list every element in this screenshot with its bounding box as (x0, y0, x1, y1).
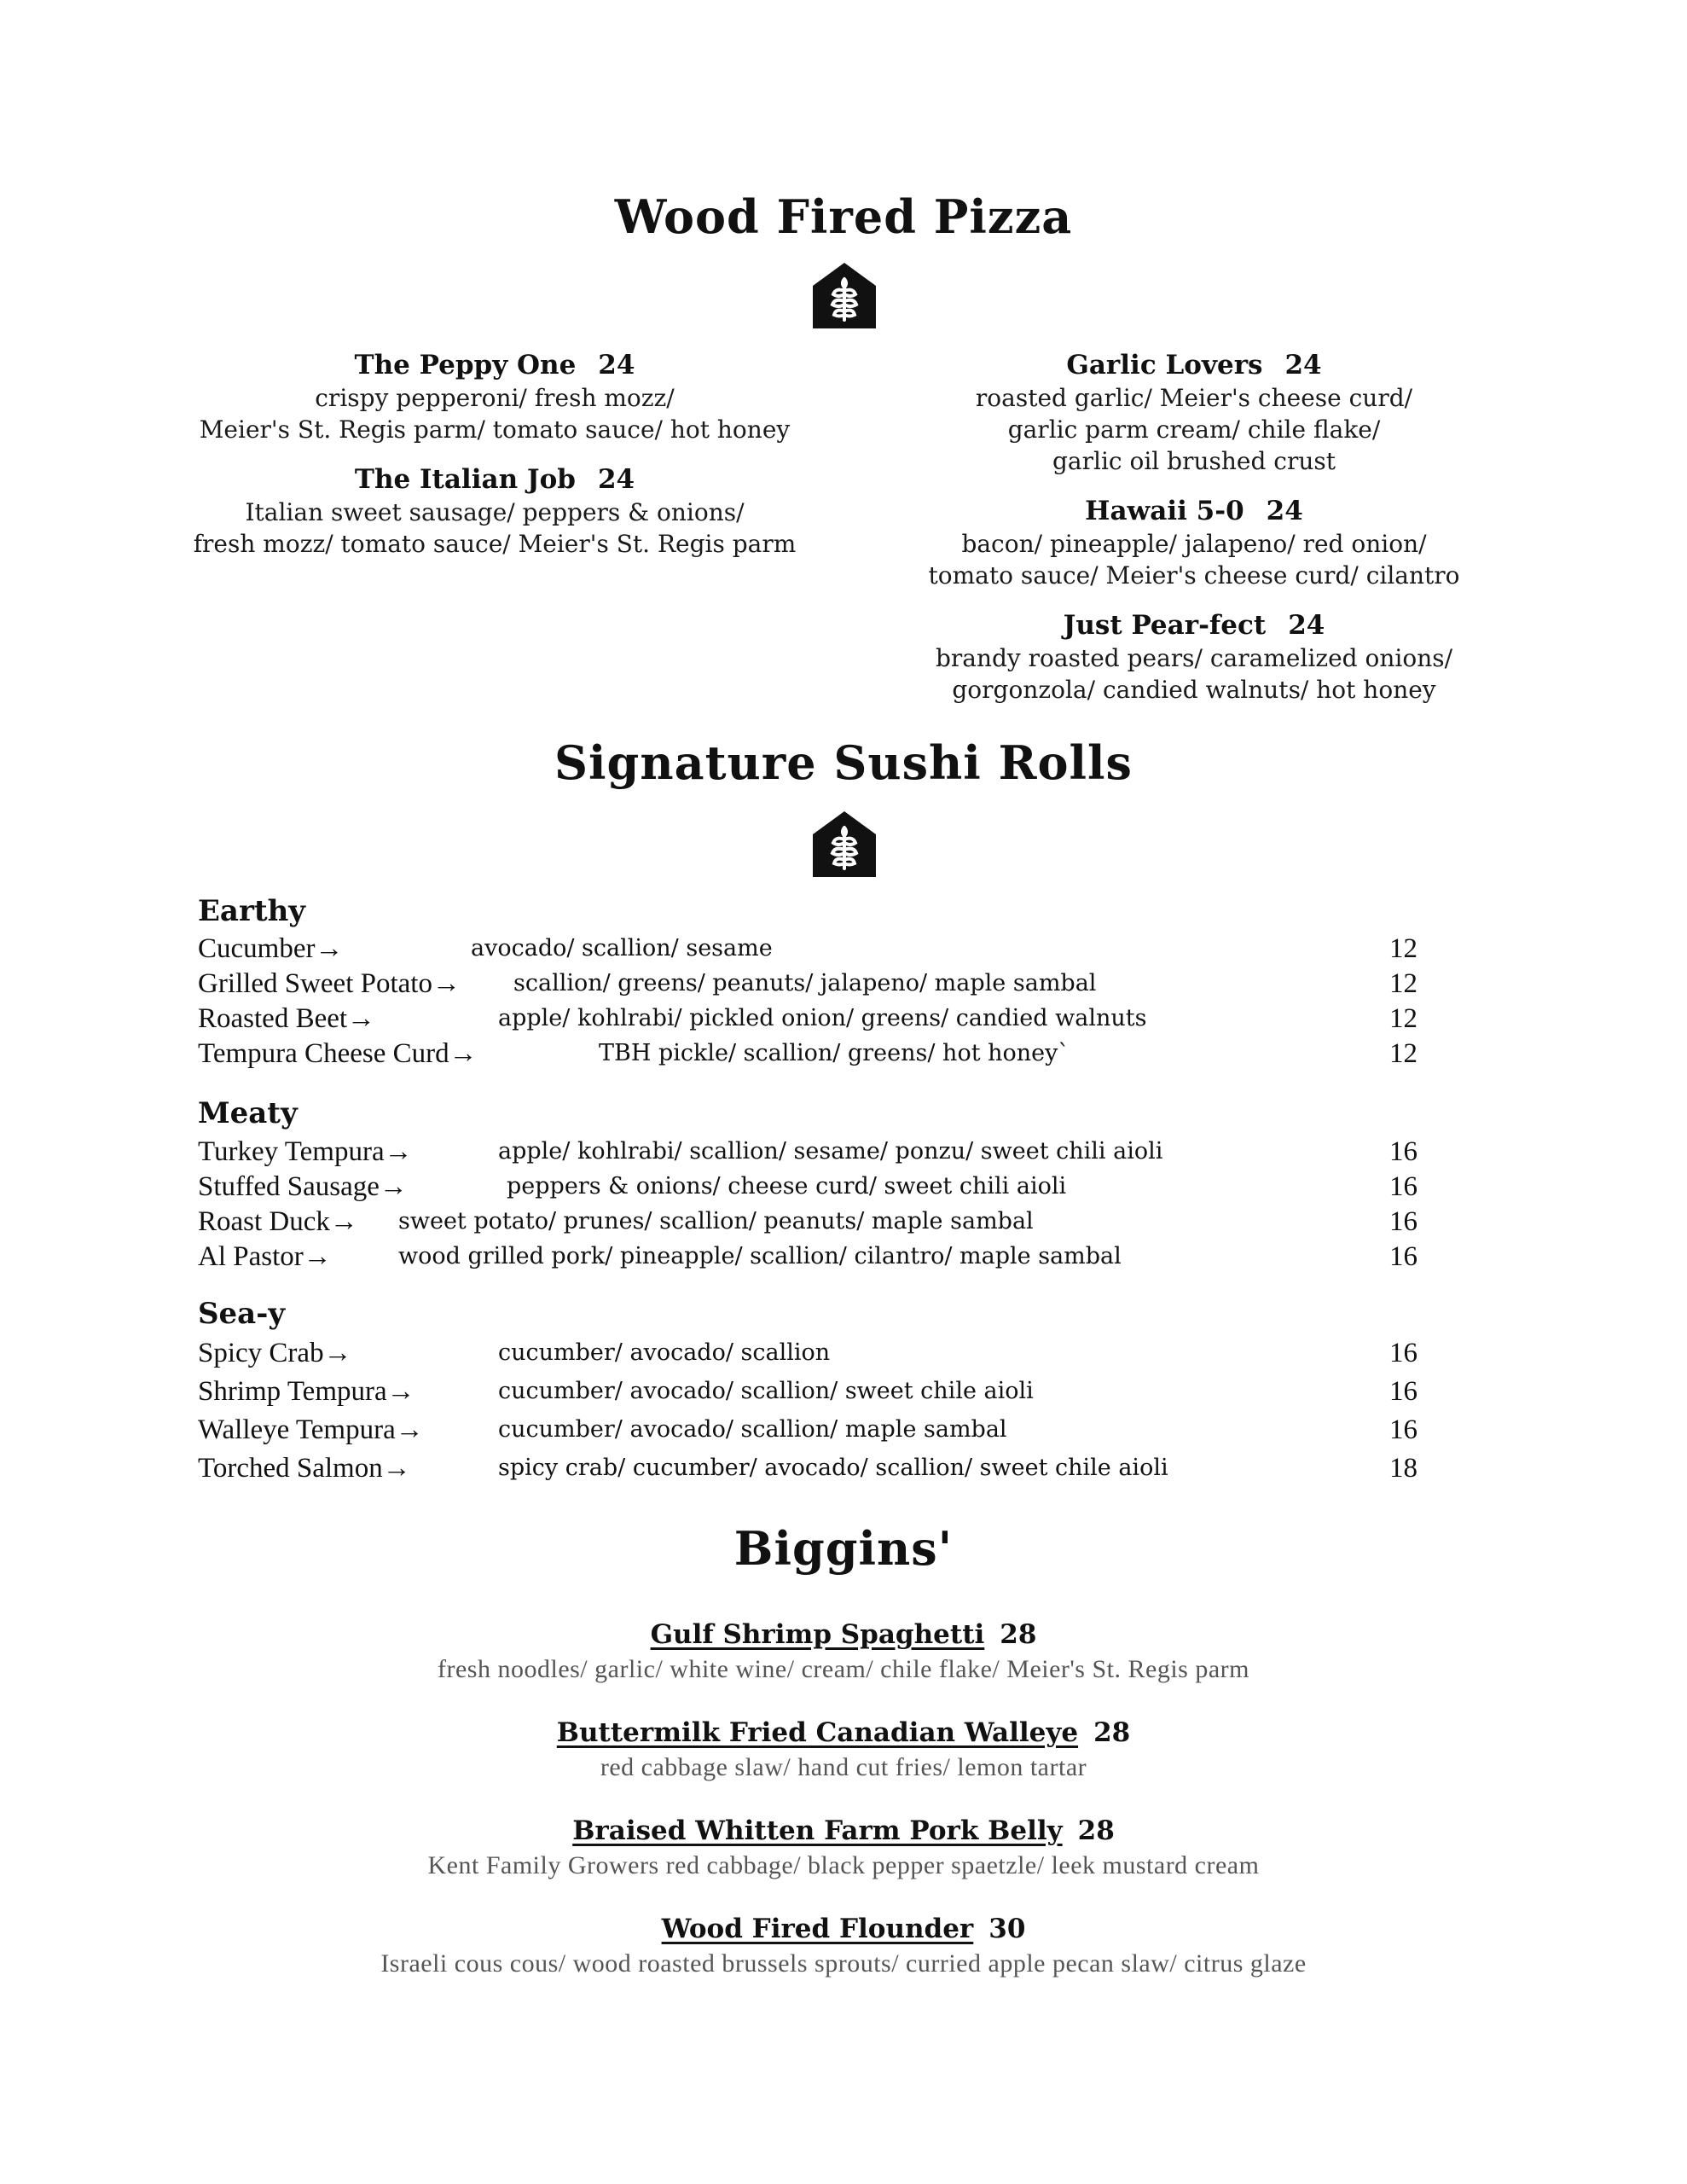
sushi-price: 16 (1389, 1241, 1417, 1272)
sushi-row (198, 1136, 1417, 1172)
biggins-dish: Braised Whitten Farm Pork Belly (572, 1815, 1063, 1846)
sushi-desc: cucumber/ avocado/ scallion (498, 1339, 831, 1366)
sushi-row (198, 933, 1417, 969)
house-wheat-icon (810, 260, 878, 330)
sushi-row (198, 1414, 1417, 1450)
pizza-price: 24 (598, 350, 635, 380)
sushi-price: 18 (1389, 1453, 1417, 1484)
pizza-price: 24 (1284, 350, 1322, 380)
sushi-name: Walleye Tempura→ (198, 1414, 424, 1445)
sushi-desc: apple/ kohlrabi/ pickled onion/ greens/ candied walnuts (498, 1005, 1147, 1031)
pizza-item (861, 608, 1527, 706)
biggins-item-name (0, 1619, 1687, 1650)
sushi-desc: peppers & onions/ cheese curd/ sweet chili aioli (507, 1173, 1067, 1199)
sushi-desc: apple/ kohlrabi/ scallion/ sesame/ ponzu/ sweet chili aioli (498, 1138, 1163, 1165)
sushi-name: Turkey Tempura→ (198, 1136, 413, 1167)
sushi-row (198, 1003, 1417, 1039)
sushi-price: 12 (1389, 933, 1417, 964)
sushi-desc: cucumber/ avocado/ scallion/ maple sambal (498, 1416, 1007, 1443)
pizza-left-column (162, 348, 827, 577)
biggins-price: 28 (1077, 1815, 1115, 1846)
sushi-title: Signature Sushi Rolls (554, 735, 1133, 790)
pizza-price: 24 (597, 464, 635, 495)
pizza-desc: roasted garlic/ Meier's cheese curd/ (975, 384, 1413, 412)
pizza-desc: fresh mozz/ tomato sauce/ Meier's St. Regis parm (193, 530, 797, 558)
sushi-row (198, 1453, 1417, 1489)
sushi-price: 16 (1389, 1206, 1417, 1237)
sushi-category-earthy: Earthy (198, 894, 306, 928)
sushi-price: 16 (1389, 1136, 1417, 1167)
sushi-price: 16 (1389, 1376, 1417, 1407)
pizza-desc: brandy roasted pears/ caramelized onions/ (935, 644, 1453, 672)
pizza-desc: tomato sauce/ Meier's cheese curd/ cilantro (928, 561, 1460, 590)
sushi-category-meaty: Meaty (198, 1096, 298, 1130)
biggins-dish: Wood Fired Flounder (661, 1914, 974, 1944)
pizza-desc: Meier's St. Regis parm/ tomato sauce/ hot honey (199, 415, 791, 444)
pizza-item (162, 462, 827, 560)
sushi-price: 16 (1389, 1338, 1417, 1368)
biggins-desc: Israeli cous cous/ wood roasted brussels sprouts/ curried apple pecan slaw/ citrus glaze (380, 1949, 1307, 1978)
biggins-title: Biggins' (733, 1521, 954, 1576)
sushi-desc: scallion/ greens/ peanuts/ jalapeno/ maple sambal (513, 970, 1097, 996)
pizza-price: 24 (1288, 610, 1325, 641)
sushi-price: 16 (1389, 1171, 1417, 1202)
biggins-desc: fresh noodles/ garlic/ white wine/ cream/ chile flake/ Meier's St. Regis parm (438, 1655, 1249, 1683)
sushi-name: Al Pastor→ (198, 1241, 332, 1272)
sushi-row (198, 1171, 1417, 1207)
pizza-item (861, 348, 1527, 477)
sushi-row (198, 1038, 1417, 1074)
sushi-name: Stuffed Sausage→ (198, 1171, 408, 1202)
pizza-price: 24 (1266, 496, 1303, 526)
sushi-desc: avocado/ scallion/ sesame (471, 935, 773, 961)
house-wheat-icon (810, 809, 878, 879)
sushi-name: Roasted Beet→ (198, 1003, 376, 1034)
sushi-row (198, 1241, 1417, 1277)
pizza-item (861, 494, 1527, 591)
biggins-price: 28 (1000, 1619, 1037, 1650)
pizza-item (162, 348, 827, 445)
sushi-name: Spicy Crab→ (198, 1338, 352, 1368)
sushi-price: 12 (1389, 1003, 1417, 1034)
pizza-desc: crispy pepperoni/ fresh mozz/ (315, 384, 675, 412)
sushi-row (198, 1206, 1417, 1242)
biggins-item-name (0, 1914, 1687, 1944)
biggins-desc: Kent Family Growers red cabbage/ black pepper spaetzle/ leek mustard cream (427, 1851, 1260, 1879)
pizza-name: Hawaii 5-0 (1085, 496, 1244, 526)
pizza-name: Garlic Lovers (1066, 350, 1263, 380)
pizza-desc: garlic parm cream/ chile flake/ (1007, 415, 1381, 444)
sushi-row (198, 1376, 1417, 1412)
pizza-desc: gorgonzola/ candied walnuts/ hot honey (952, 676, 1436, 704)
biggins-desc: red cabbage slaw/ hand cut fries/ lemon tartar (600, 1753, 1087, 1781)
sushi-name: Cucumber→ (198, 933, 344, 964)
sushi-row (198, 1338, 1417, 1374)
pizza-name: The Peppy One (354, 350, 577, 380)
biggins-price: 30 (988, 1914, 1026, 1944)
sushi-category-sea-y: Sea-y (198, 1297, 286, 1331)
pizza-right-column (861, 348, 1527, 723)
sushi-price: 12 (1389, 1038, 1417, 1069)
biggins-item-name (0, 1815, 1687, 1846)
biggins-item-name (0, 1717, 1687, 1748)
sushi-name: Shrimp Tempura→ (198, 1376, 415, 1407)
sushi-desc: wood grilled pork/ pineapple/ scallion/ cilantro/ maple sambal (398, 1243, 1122, 1269)
sushi-desc: sweet potato/ prunes/ scallion/ peanuts/ maple sambal (398, 1208, 1034, 1234)
biggins-price: 28 (1093, 1717, 1131, 1748)
sushi-desc: spicy crab/ cucumber/ avocado/ scallion/ sweet chile aioli (498, 1455, 1168, 1481)
pizza-name: The Italian Job (354, 464, 576, 495)
pizza-name: Just Pear-fect (1063, 610, 1267, 641)
sushi-price: 12 (1389, 968, 1417, 999)
biggins-dish: Buttermilk Fried Canadian Walleye (556, 1717, 1079, 1748)
sushi-name: Roast Duck→ (198, 1206, 358, 1237)
sushi-price: 16 (1389, 1414, 1417, 1445)
sushi-row (198, 968, 1417, 1004)
sushi-name: Grilled Sweet Potato→ (198, 968, 461, 999)
pizza-desc: Italian sweet sausage/ peppers & onions/ (245, 498, 745, 526)
sushi-desc: TBH pickle/ scallion/ greens/ hot honey` (599, 1040, 1070, 1066)
pizza-desc: bacon/ pineapple/ jalapeno/ red onion/ (961, 530, 1427, 558)
pizza-desc: garlic oil brushed crust (1052, 447, 1336, 475)
biggins-dish: Gulf Shrimp Spaghetti (650, 1619, 985, 1650)
sushi-name: Tempura Cheese Curd→ (198, 1038, 478, 1069)
sushi-desc: cucumber/ avocado/ scallion/ sweet chile aioli (498, 1378, 1034, 1404)
pizza-title: Wood Fired Pizza (614, 189, 1073, 244)
sushi-name: Torched Salmon→ (198, 1453, 411, 1484)
